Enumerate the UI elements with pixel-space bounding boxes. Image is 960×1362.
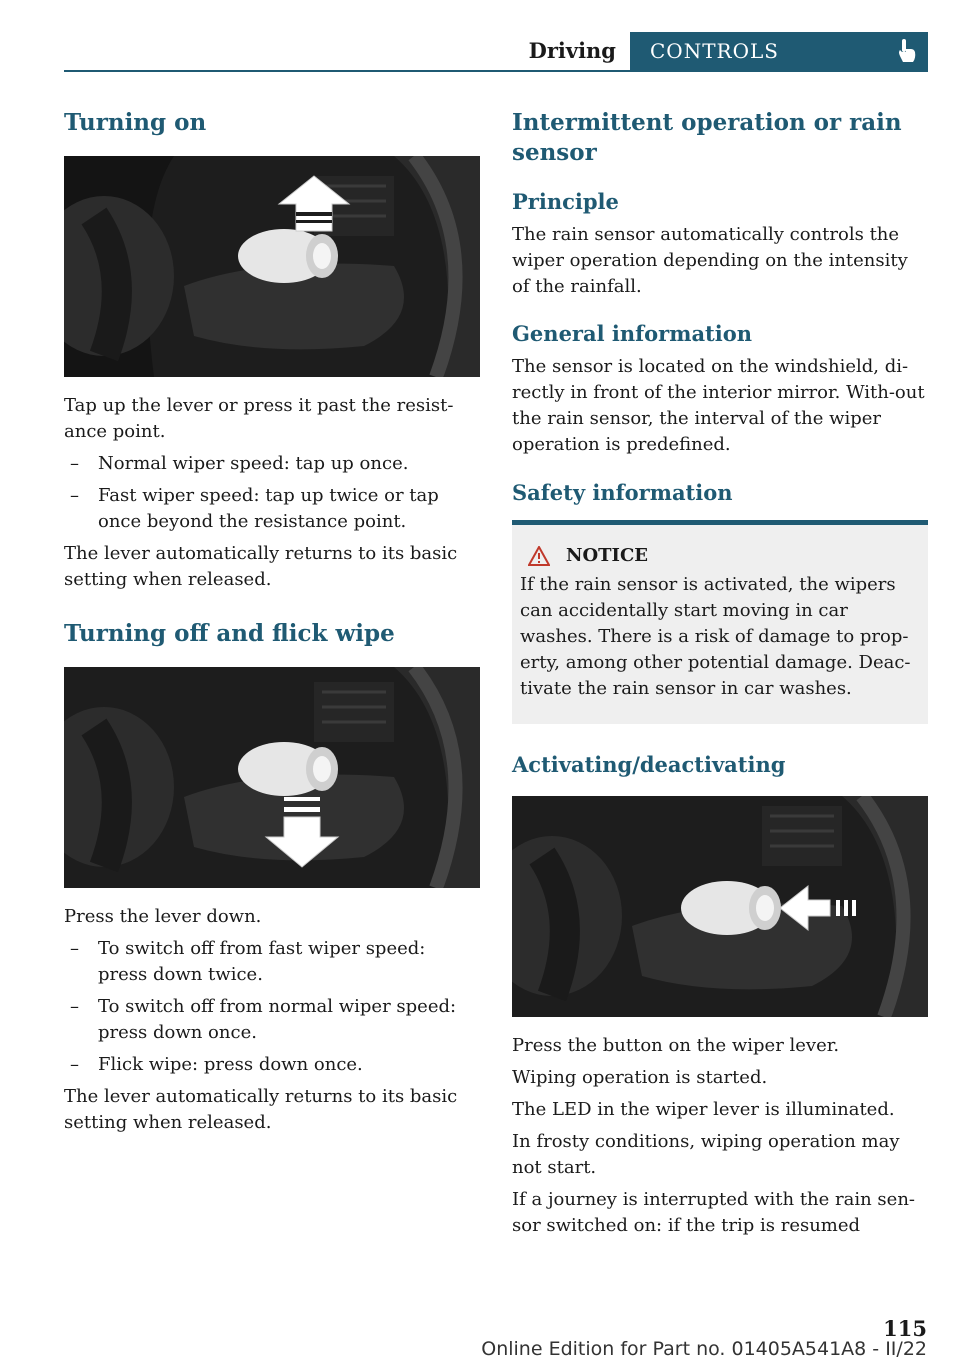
notice-box (512, 520, 928, 724)
list-item: – Fast wiper speed: tap up twice or tap once beyond the resistance point. (70, 485, 439, 532)
page-number: 115 (883, 1316, 927, 1341)
lever-down-illustration (64, 667, 480, 888)
notice-text: If the rain sensor is activated, the wipers can accidentally start moving in car washes. There is a risk of damage to prop-erty, among other potential damage. Deac-tivate the rain sensor in car washes. (520, 574, 911, 699)
list-item: – Normal wiper speed: tap up once. (64, 451, 480, 477)
turning-off-list (64, 936, 480, 1078)
dash-bullet: – (70, 485, 79, 506)
figure-lever-up (64, 156, 480, 377)
dash-bullet: – (70, 453, 79, 474)
heading-turning-on: Turning on (64, 109, 207, 136)
edition-watermark: Online Edition for Part no. 01405A541A8 - II/22 (481, 1338, 927, 1360)
figure-lever-button (512, 796, 928, 1017)
activating-paragraph: In frosty conditions, wiping operation may not start. (512, 1131, 900, 1178)
heading-activating: Activating/deactivating (512, 752, 786, 777)
heading-turning-off: Turning off and flick wipe (64, 620, 395, 647)
hand-pointer-icon (894, 38, 918, 64)
list-item: – To switch off from normal wiper speed: press down once. (70, 996, 457, 1043)
turning-on-intro: Tap up the lever or press it past the resist-ance point. (64, 395, 454, 442)
page-header (64, 32, 928, 72)
dash-bullet: – (70, 1054, 79, 1075)
dash-bullet: – (70, 996, 79, 1017)
section-title: Driving (528, 38, 616, 63)
heading-safety-information: Safety information (512, 480, 733, 505)
figure-lever-down (64, 667, 480, 888)
page-footer (0, 1316, 960, 1360)
list-item: – Flick wipe: press down once. (64, 1052, 480, 1078)
chapter-title: CONTROLS (650, 39, 779, 63)
turning-off-outro: The lever automatically returns to its basic setting when released. (64, 1086, 458, 1133)
notice-header (520, 545, 920, 566)
chapter-tab (630, 32, 928, 70)
principle-text: The rain sensor automatically controls the wiper operation depending on the intensity of the rainfall. (512, 224, 908, 297)
notice-title: NOTICE (566, 545, 648, 566)
activating-paragraph: If a journey is interrupted with the rain sen-sor switched on: if the trip is resumed (512, 1189, 915, 1236)
turning-on-outro: The lever automatically returns to its basic setting when released. (64, 543, 458, 590)
right-column (512, 108, 928, 1245)
lever-up-illustration (64, 156, 480, 377)
general-information-text: The sensor is located on the windshield, di-rectly in front of the interior mirror. With-out the rain sensor, the interval of the wiper operation is predefined. (512, 356, 925, 455)
activating-paragraph: Press the button on the wiper lever. (512, 1035, 840, 1056)
turning-off-intro: Press the lever down. (64, 906, 262, 927)
heading-intermittent: Intermittent operation or rain sensor (512, 109, 902, 166)
heading-general-information: General information (512, 321, 753, 346)
activating-paragraph: Wiping operation is started. (512, 1067, 768, 1088)
heading-principle: Principle (512, 189, 619, 214)
lever-button-illustration (512, 796, 928, 1017)
activating-paragraph: The LED in the wiper lever is illuminated. (512, 1099, 895, 1120)
header-rule (64, 70, 928, 72)
left-column (64, 108, 480, 1142)
list-item: – To switch off from fast wiper speed: press down twice. (70, 938, 426, 985)
turning-on-list (64, 451, 480, 535)
dash-bullet: – (70, 938, 79, 959)
warning-triangle-icon (528, 546, 550, 566)
